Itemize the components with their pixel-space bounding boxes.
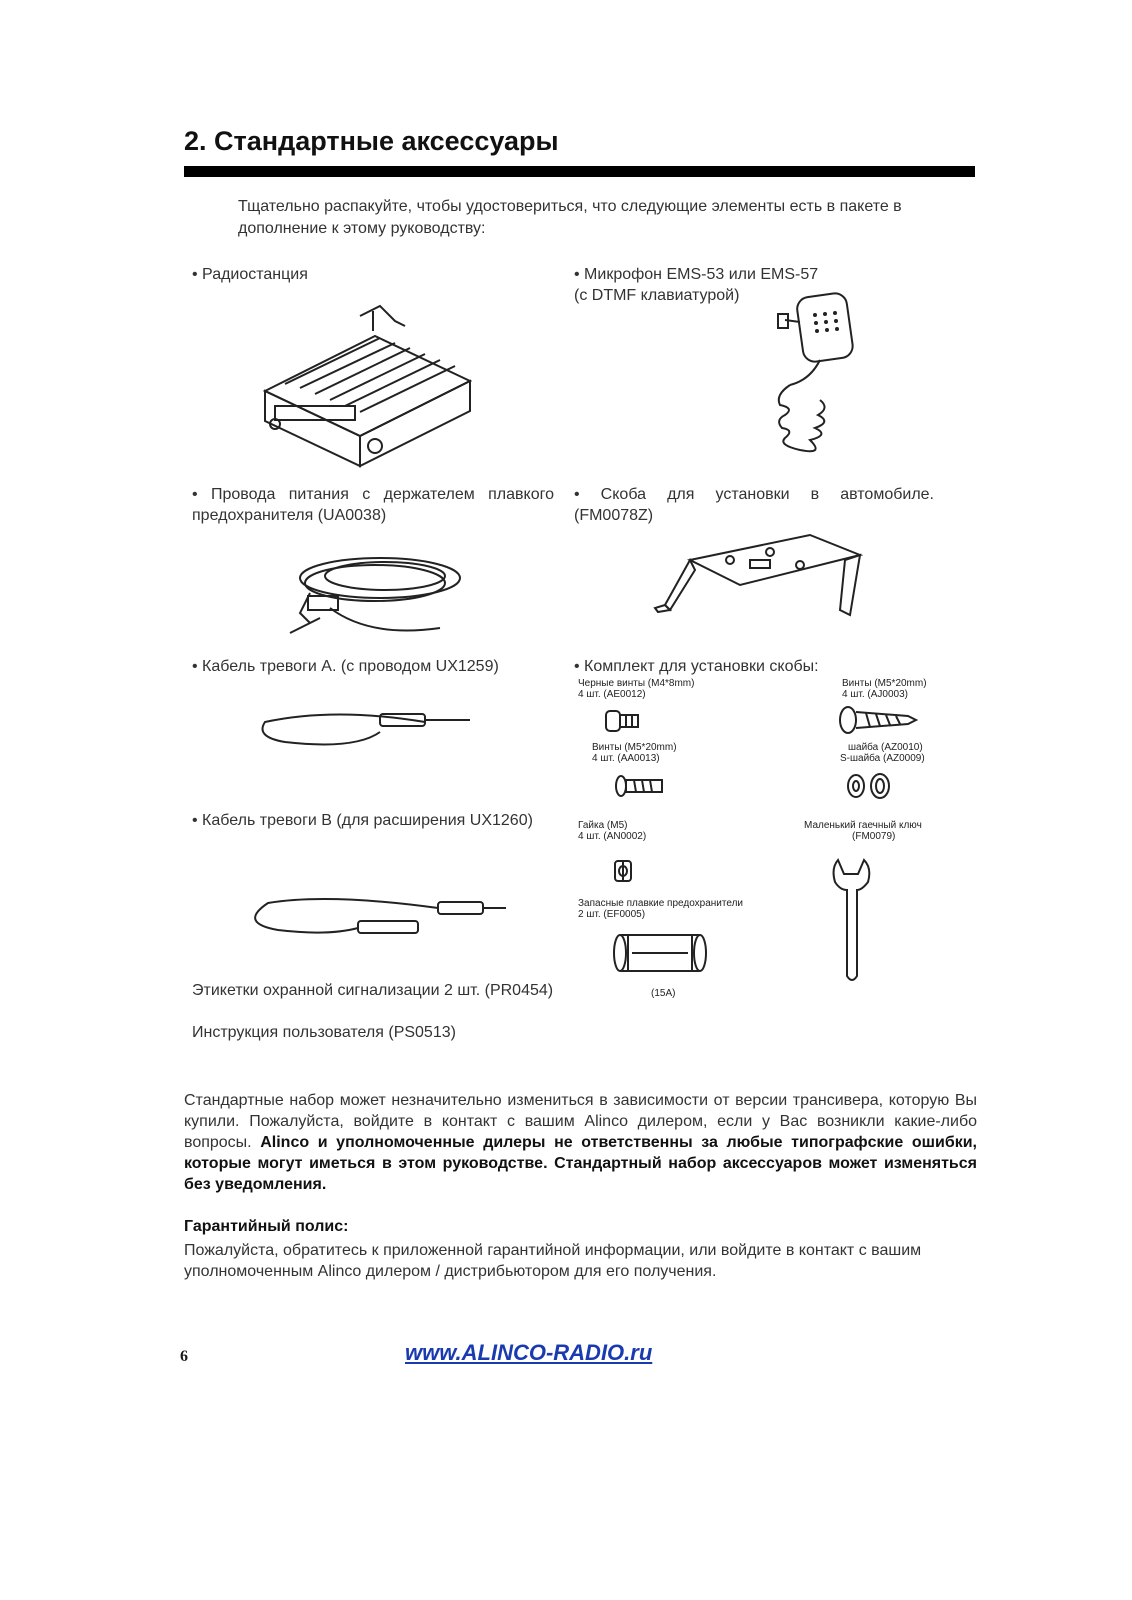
item-manual-text: Инструкция пользователя (PS0513)	[192, 1024, 456, 1041]
kit-fuse-label: Запасные плавкие предохранители	[578, 898, 744, 909]
item-power-cable-label: • Провода питания с держателем плавкого предохранителя (UA0038)	[192, 486, 554, 524]
warranty-text: Пожалуйста, обратитесь к приложенной гарантийной информации, или войдите в контакт с вашим уполномоченным Alinco дилером / дистрибьютором для его получения.	[184, 1242, 922, 1280]
page-number: 6	[180, 1348, 188, 1365]
item-bracket-label: • Скоба для установки в автомобиле. (FM0078Z)	[574, 486, 934, 524]
fuse-rating: (15A)	[651, 988, 676, 999]
item-alarm-b-label: • Кабель тревоги В (для расширения UX1260)	[192, 812, 533, 829]
item-radio-label: • Радиостанция	[192, 266, 308, 283]
power-cable-illustration	[290, 548, 470, 638]
kit-washer-label: шайба (AZ0010)	[848, 742, 923, 753]
page-title: 2. Стандартные аксессуары	[184, 126, 559, 156]
item-alarm-a-label: • Кабель тревоги А. (с проводом UX1259)	[192, 658, 499, 675]
item-mic-sublabel: (с DTMF клавиатурой)	[574, 287, 740, 304]
kit-wrench-code: (FM0079)	[852, 831, 896, 842]
tapping-screw-icon	[838, 704, 918, 736]
item-labels-text: Этикетки охранной сигнализации 2 шт. (PR0454)	[192, 982, 554, 999]
screw-icon	[614, 774, 666, 798]
website-link[interactable]: www.ALINCO-RADIO.ru	[405, 1340, 653, 1365]
kit-wrench-label: Маленький гаечный ключ	[804, 820, 922, 831]
wrench-icon	[830, 856, 874, 986]
kit-screws-qty: 4 шт. (AA0013)	[592, 753, 660, 764]
kit-fuse-qty: 2 шт. (EF0005)	[578, 909, 646, 920]
item-kit-label: • Комплект для установки скобы:	[574, 658, 819, 675]
notice-paragraph	[184, 1090, 977, 1195]
fuse-icon	[610, 932, 710, 974]
alarm-cable-b-illustration	[238, 888, 508, 938]
bracket-illustration	[650, 530, 870, 630]
kit-screws-right-label: Винты (M5*20mm)	[842, 678, 927, 689]
warranty-heading: Гарантийный полис:	[184, 1218, 349, 1235]
item-mic-label: • Микрофон EMS-53 или EMS-57	[574, 266, 819, 283]
notice-text: Стандартные набор может незначительно измениться в зависимости от версии трансивера, которую Вы купили. Пожалуйста, войдите в контакт с вашим Alinco дилером, если у Вас возникли какие-либо вопросы.	[184, 1092, 977, 1151]
kit-nut-label: Гайка (M5)	[578, 820, 628, 831]
black-screw-icon	[604, 708, 644, 734]
radio-illustration	[255, 296, 475, 466]
notice-bold-text: Alinco и уполномоченные дилеры не ответственны за любые типографские ошибки, которые могут иметься в этом руководстве. Стандартный набор аксессуаров может изменяться без уведомления.	[184, 1134, 977, 1193]
washers-icon	[846, 772, 902, 800]
intro-text: Тщательно распакуйте, чтобы удостовериться, что следующие элементы есть в пакете в дополнение к этому руководству:	[238, 198, 902, 237]
title-rule	[184, 166, 975, 177]
microphone-illustration	[770, 290, 860, 460]
kit-s-washer-label: S-шайба (AZ0009)	[840, 753, 925, 764]
kit-screws-right-qty: 4 шт. (AJ0003)	[842, 689, 908, 700]
alarm-cable-a-illustration	[255, 712, 480, 752]
kit-nut-qty: 4 шт. (AN0002)	[578, 831, 647, 842]
nut-icon	[612, 858, 636, 884]
kit-black-screws-qty: 4 шт. (AE0012)	[578, 689, 646, 700]
kit-screws-label: Винты (M5*20mm)	[592, 742, 677, 753]
kit-black-screws-label: Черные винты (M4*8mm)	[578, 678, 695, 689]
